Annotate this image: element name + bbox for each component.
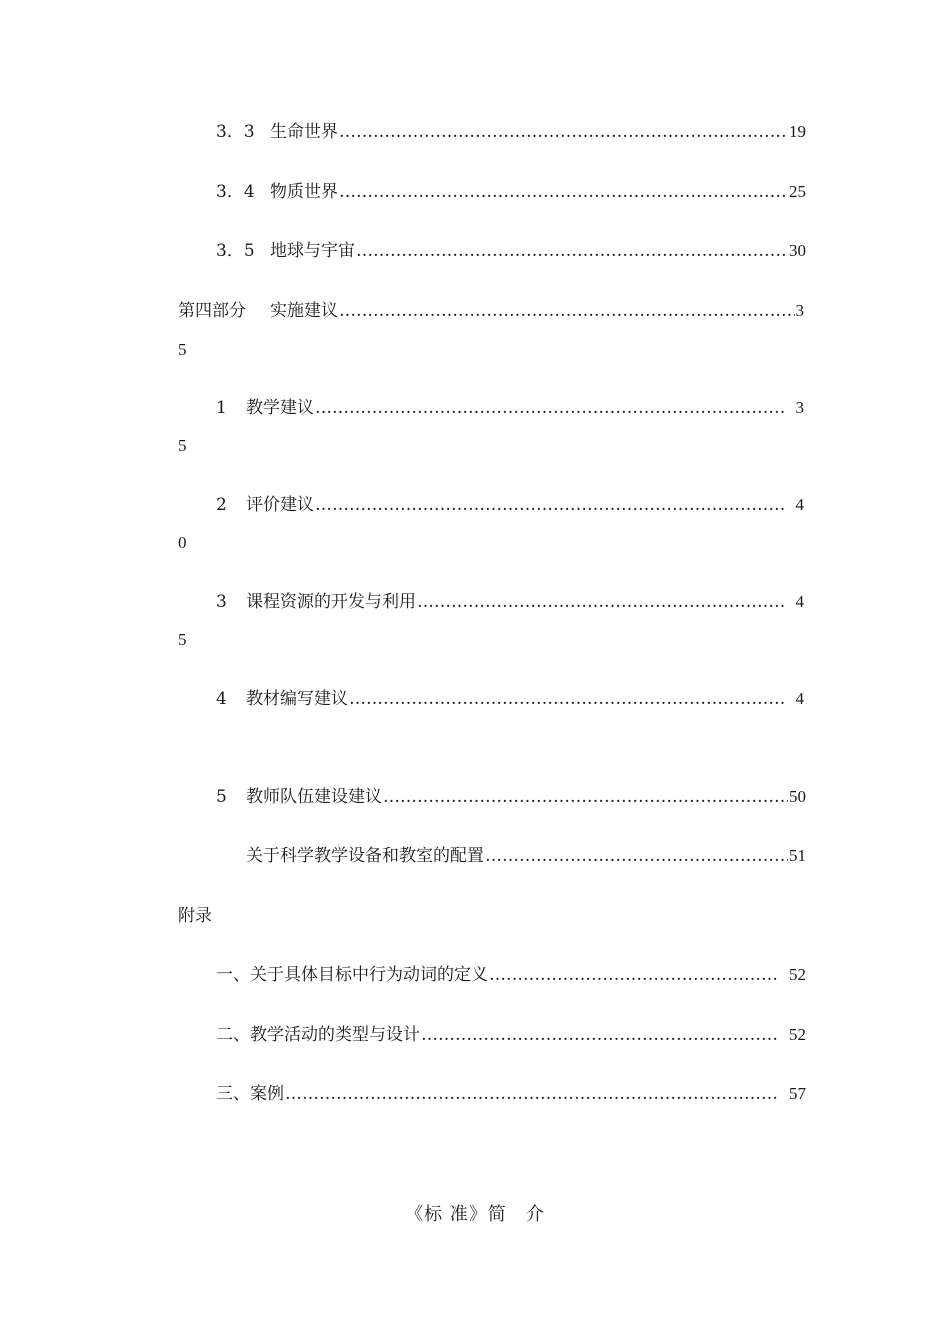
toc-entry-3 [216, 591, 804, 613]
toc-number: 3 [216, 592, 227, 612]
toc-leader-dots [339, 181, 788, 203]
toc-title: 实施建议 [270, 301, 338, 321]
toc-title: 教材编写建议 [246, 689, 348, 709]
toc-page-number: 4 [795, 689, 804, 708]
toc-page-number: 4 [795, 495, 804, 514]
toc-number: 3．4 [216, 182, 255, 202]
toc-appendix-heading: 附录 [178, 906, 212, 926]
toc-leader-dots [285, 1083, 779, 1105]
toc-leader-dots [417, 591, 784, 613]
toc-number: 第四部分 [178, 301, 246, 321]
toc-page-number: 52 [789, 965, 806, 984]
toc-page-number: 19 [789, 122, 806, 141]
toc-entry-3-5 [216, 240, 806, 262]
toc-page-number-wrap: 5 [178, 630, 187, 649]
toc-page-number: 3 [795, 301, 804, 320]
toc-entry-appendix-2 [216, 1024, 806, 1046]
toc-page-number: 3 [795, 398, 804, 417]
toc-entry-3-4 [216, 181, 806, 203]
toc-leader-dots [339, 121, 788, 143]
toc-entry-2 [216, 494, 804, 516]
toc-leader-dots [349, 688, 784, 710]
toc-title: 评价建议 [246, 495, 314, 515]
toc-number: 1 [216, 398, 227, 418]
toc-page-number: 4 [795, 592, 804, 611]
toc-entry-1 [216, 397, 804, 419]
toc-number: 5 [216, 787, 227, 807]
toc-page-number: 25 [789, 182, 806, 201]
toc-page-number: 52 [789, 1025, 806, 1044]
toc-leader-dots [489, 964, 779, 986]
toc-title: 关于科学教学设备和教室的配置 [246, 846, 484, 866]
toc-title: 教学建议 [246, 398, 314, 418]
toc-page-number-wrap: 5 [178, 340, 187, 359]
toc-number: 3．5 [216, 241, 255, 261]
toc-title: 物质世界 [270, 182, 338, 202]
toc-entry-5-sub [246, 845, 806, 867]
section-heading: 《标 准》简 介 [405, 1204, 545, 1225]
toc-number: 3．3 [216, 122, 255, 142]
toc-leader-dots [421, 1024, 779, 1046]
toc-title: 生命世界 [270, 122, 338, 142]
toc-number: 4 [216, 689, 227, 709]
toc-leader-dots [315, 494, 784, 516]
toc-title: 二、教学活动的类型与设计 [216, 1025, 420, 1045]
toc-title: 三、案例 [216, 1084, 284, 1104]
toc-leader-dots [356, 240, 788, 262]
toc-title: 教师队伍建设建议 [246, 787, 382, 807]
toc-page-number-wrap: 5 [178, 436, 187, 455]
toc-title: 一、关于具体目标中行为动词的定义 [216, 965, 488, 985]
toc-page-number: 57 [789, 1084, 806, 1103]
toc-entry-5 [216, 786, 806, 808]
toc-leader-dots [383, 786, 788, 808]
toc-entry-appendix-3 [216, 1083, 806, 1105]
toc-entry-3-3 [216, 121, 806, 143]
toc-entry-part-four [178, 300, 804, 322]
toc-leader-dots [315, 397, 784, 419]
toc-page-number: 50 [789, 787, 806, 806]
toc-leader-dots [485, 845, 788, 867]
toc-page-number: 51 [789, 846, 806, 865]
toc-page-number: 30 [789, 241, 806, 260]
toc-title: 课程资源的开发与利用 [246, 592, 416, 612]
toc-title: 地球与宇宙 [270, 241, 355, 261]
toc-entry-appendix-1 [216, 964, 806, 986]
toc-leader-dots [339, 300, 795, 322]
toc-number: 2 [216, 495, 227, 515]
toc-page-number-wrap: 0 [178, 533, 187, 552]
toc-entry-4 [216, 688, 804, 710]
